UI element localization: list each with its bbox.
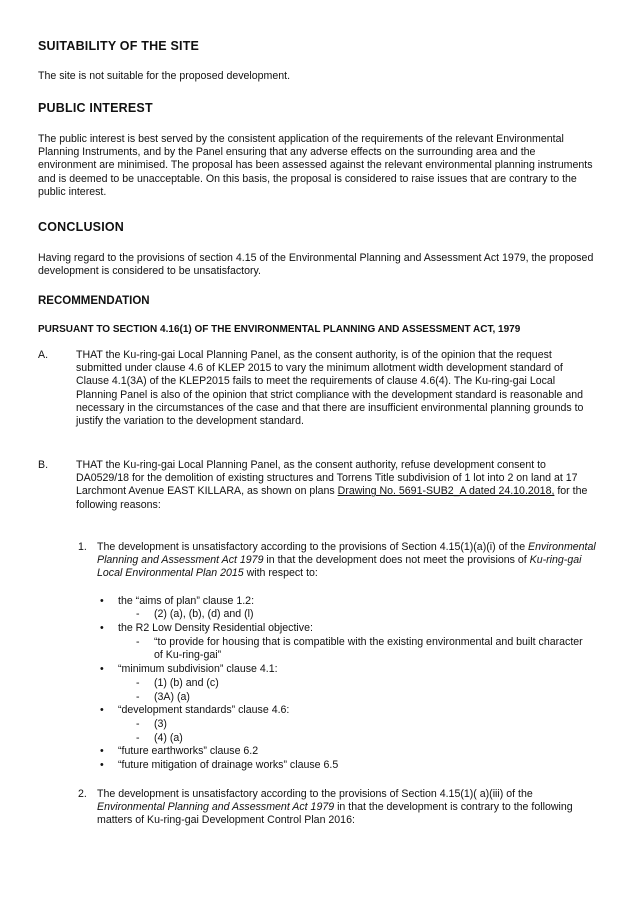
suitability-text: The site is not suitable for the proposed development.	[38, 70, 291, 82]
bullet-aims: • the “aims of plan” clause 1.2:	[100, 595, 255, 607]
dash-icon: -	[136, 691, 140, 703]
reason-2-text: The development is unsatisfactory according to the provisions of Section 4.15(1)( a)(iii) of the Environmental Planning and Assessment Act 1979 in that the development is contrary to the following matters of Ku-ring-gai Development Control Plan 2016:	[97, 788, 573, 827]
dash-icon: -	[136, 677, 140, 689]
dash-icon: -	[136, 732, 140, 744]
devstd-sub2: (4) (a)	[154, 732, 183, 744]
heading-suitability: SUITABILITY OF THE SITE	[38, 39, 200, 53]
recommendation-subheading: PURSUANT TO SECTION 4.16(1) OF THE ENVIRONMENTAL PLANNING AND ASSESSMENT ACT, 1979	[38, 324, 521, 335]
item-a-text: THAT the Ku-ring-gai Local Planning Panel, as the consent authority, is of the opinion that the request submitted under clause 4.6 of KLEP 2015 to vary the minimum allotment width development standard of Clause 4.1(3A) of the KLEP2015 fails to meet the requirements of clause 4.6(4). The Ku-ring-gai Local Planning Panel is also of the opinion that strict compliance with the development standard is reasonable and necessary in the circumstances of the case and that there are insufficient environmental planning grounds to justify the variation to the development standard.	[76, 349, 584, 428]
bullet-icon: •	[100, 745, 104, 757]
reason-2-marker: 2.	[78, 788, 87, 800]
bullet-minsub: • “minimum subdivision” clause 4.1:	[100, 663, 278, 675]
conclusion-text: Having regard to the provisions of section 4.15 of the Environmental Planning and Assessment Act 1979, the proposed development is considered to be unsatisfactory.	[38, 252, 594, 278]
devstd-sub1: (3)	[154, 718, 167, 730]
r2-sub: “to provide for housing that is compatible with the existing environmental and built character of Ku-ring-gai”	[154, 636, 583, 662]
bullet-devstd: • “development standards” clause 4.6:	[100, 704, 290, 716]
public-interest-text: The public interest is best served by the consistent application of the requirements of the relevant Environmental Planning Instruments, and by the Panel ensuring that any adverse effects on the surrounding area and the environment are minimised. The proposal has been assessed against the relevant environmental planning instruments and is deemed to be unacceptable. On this basis, the proposal is considered to raise issues that are contrary to the public interest.	[38, 133, 593, 198]
bullet-icon: •	[100, 704, 104, 716]
bullet-drainage: • “future mitigation of drainage works” clause 6.5	[100, 759, 339, 771]
bullet-earthworks: • “future earthworks” clause 6.2	[100, 745, 259, 757]
bullet-icon: •	[100, 595, 104, 607]
item-a-marker: A.	[38, 349, 49, 361]
aims-sub: (2) (a), (b), (d) and (l)	[154, 608, 254, 620]
bullet-icon: •	[100, 663, 104, 675]
heading-conclusion: CONCLUSION	[38, 220, 125, 234]
item-b-marker: B.	[38, 459, 49, 471]
bullet-icon: •	[100, 759, 104, 771]
reason-1-text: The development is unsatisfactory according to the provisions of Section 4.15(1)(a)(i) of the Environmental Planning and Assessment Act 1979 in that the development does not meet the provisions of Ku-ring-gai Local Environmental Plan 2015 with respect to:	[97, 541, 596, 580]
minsub-sub2: (3A) (a)	[154, 691, 190, 703]
bullet-r2: • the R2 Low Density Residential objective:	[100, 622, 313, 634]
reason-1-marker: 1.	[78, 541, 87, 553]
heading-public-interest: PUBLIC INTEREST	[38, 101, 153, 115]
dash-icon: -	[136, 718, 140, 730]
dash-icon: -	[136, 608, 140, 620]
minsub-sub1: (1) (b) and (c)	[154, 677, 219, 689]
drawing-reference: Drawing No. 5691-SUB2_A dated 24.10.2018,	[337, 485, 555, 498]
heading-recommendation: RECOMMENDATION	[38, 295, 150, 307]
dash-icon: -	[136, 636, 140, 648]
bullet-icon: •	[100, 622, 104, 634]
item-b-text: THAT the Ku-ring-gai Local Planning Panel, as the consent authority, refuse development consent to DA0529/18 for the demolition of existing structures and Torrens Title subdivision of 1 lot into 2 on land at 17 Larchmont Avenue EAST KILLARA, as shown on plans Drawing No. 5691-SUB2_A dated 24.10.2018, for the following reasons:	[76, 459, 588, 511]
